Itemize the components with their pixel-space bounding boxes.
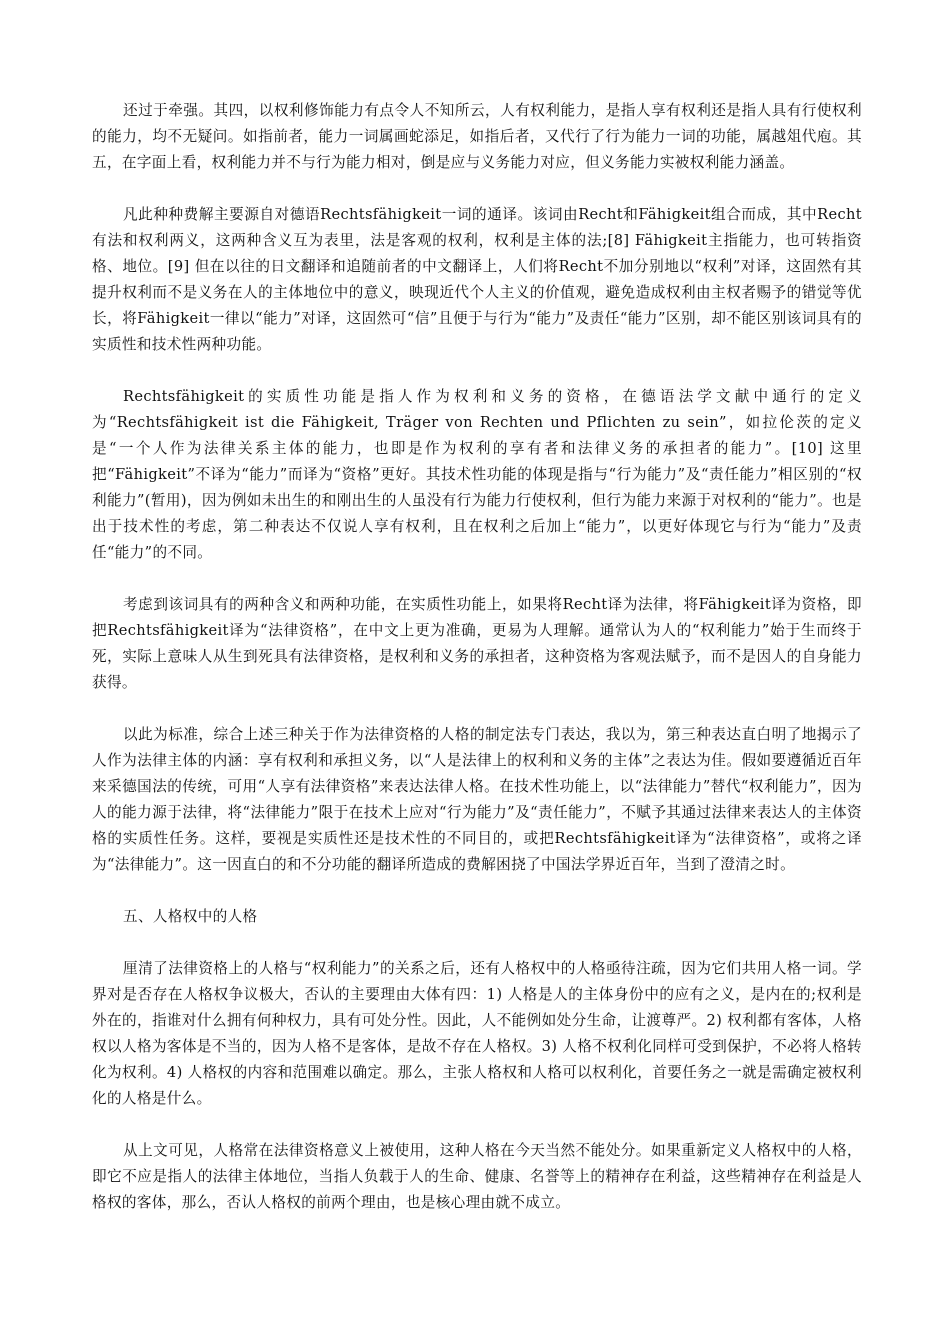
document-body (92, 98, 862, 1242)
paragraph-5: 以此为标准，综合上述三种关于作为法律资格的人格的制定法专门表达，我以为，第三种表达直白明了地揭示了人作为法律主体的内涵：享有权利和承担义务，以“人是法律上的权利和义务的主体”之表达为佳。假如要遵循近百年来采德国法的传统，可用“人享有法律资格”来表达法律人格。在技术性功能上，以“法律能力”替代“权利能力”，因为人的能力源于法律，将“法律能力”限于在技术上应对“行为能力”及“责任能力”，不赋予其通过法律来表达人的主体资格的实质性任务。这样，要视是实质性还是技术性的不同目的，或把Rechtsfähigkeit译为“法律资格”，或将之译为“法律能力”。这一因直白的和不分功能的翻译所造成的费解困挠了中国法学界近百年，当到了澄清之时。 (92, 726, 862, 873)
paragraph-7: 从上文可见，人格常在法律资格意义上被使用，这种人格在今天当然不能处分。如果重新定义人格权中的人格，即它不应是指人的法律主体地位，当指人负载于人的生命、健康、名誉等上的精神存在利益，这些精神存在利益是人格权的客体，那么，否认人格权的前两个理由，也是核心理由就不成立。 (92, 1142, 862, 1211)
paragraph-6: 厘清了法律资格上的人格与“权利能力”的关系之后，还有人格权中的人格亟待注疏，因为它们共用人格一词。学界对是否存在人格权争议极大，否认的主要理由大体有四：1) 人格是人的主体身份中的应有之义，是内在的;权利是外在的，指谁对什么拥有何种权力，具有可处分性。因此，人不能例如处分生命，让渡尊严。2) 权利都有客体，人格权以人格为客体是不当的，因为人格不是客体，是故不存在人格权。3) 人格不权利化同样可受到保护，不必将人格转化为权利。4) 人格权的内容和范围难以确定。那么，主张人格权和人格可以权利化，首要任务之一就是需确定被权利化的人格是什么。 (92, 960, 862, 1107)
paragraph-4: 考虑到该词具有的两种含义和两种功能，在实质性功能上，如果将Recht译为法律，将Fähigkeit译为资格，即把Rechtsfähigkeit译为“法律资格”，在中文上更为准确，更易为人理解。通常认为人的“权利能力”始于生而终于死，实际上意味人从生到死具有法律资格，是权利和义务的承担者，这种资格为客观法赋予，而不是因人的自身能力获得。 (92, 596, 862, 691)
paragraph-1: 还过于牵强。其四，以权利修饰能力有点令人不知所云，人有权利能力，是指人享有权利还是指人具有行使权利的能力，均不无疑问。如指前者，能力一词属画蛇添足，如指后者，又代行了行为能力一词的功能，属越俎代庖。其五，在字面上看，权利能力并不与行为能力相对，倒是应与义务能力对应，但义务能力实被权利能力涵盖。 (92, 102, 862, 171)
paragraph-2: 凡此种种费解主要源自对德语Rechtsfähigkeit一词的通译。该词由Recht和Fähigkeit组合而成，其中Recht有法和权利两义，这两种含义互为表里，法是客观的权利，权利是主体的法;[8] Fähigkeit主指能力，也可转指资格、地位。[9] 但在以往的日文翻译和追随前者的中文翻译上，人们将Recht不加分别地以“权利”对译，这固然有其提升权利而不是义务在人的主体地位中的意义，映现近代个人主义的价值观，避免造成权利由主权者赐予的错觉等优长，将Fähigkeit一律以“能力”对译，这固然可“信”且便于与行为“能力”及责任“能力”区别，却不能区别该词具有的实质性和技术性两种功能。 (92, 206, 862, 353)
paragraph-3: Rechtsfähigkeit的实质性功能是指人作为权利和义务的资格，在德语法学文献中通行的定义为“Rechtsfähigkeit ist die Fähigkeit, Träger von Rechten und Pflichten zu sein”，如拉伦茨的定义是“一个人作为法律关系主体的能力，也即是作为权利的享有者和法律义务的承担者的能力”。[10] 这里把“Fähigkeit”不译为“能力”而译为“资格”更好。其技术性功能的体现是指与“行为能力”及“责任能力”相区别的“权利能力”(暂用)，因为例如未出生的和刚出生的人虽没有行为能力行使权利，但行为能力来源于对权利的“能力”。也是出于技术性的考虑，第二种表达不仅说人享有权利，且在权利之后加上“能力”，以更好体现它与行为“能力”及责任“能力”的不同。 (92, 388, 862, 561)
section-heading: 五、人格权中的人格 (123, 908, 258, 925)
